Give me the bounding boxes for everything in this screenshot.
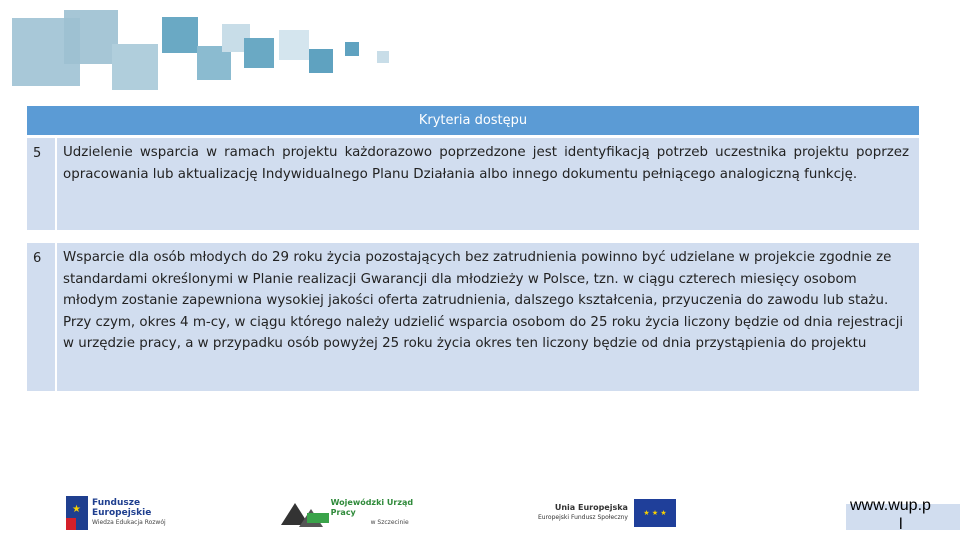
wup-emblem-icon: [281, 499, 325, 527]
eu-flag-icon: ★ ★ ★: [634, 499, 676, 527]
row-number: 5: [27, 138, 57, 230]
deco-square: [279, 30, 309, 60]
table-row: [27, 138, 919, 230]
deco-square: [64, 10, 118, 64]
deco-square: [345, 42, 359, 56]
table-row: [27, 243, 919, 391]
deco-square: [244, 38, 274, 68]
row-number: 6: [27, 243, 57, 391]
footer-url[interactable]: www.wup.p: [850, 497, 931, 514]
fe-logo-line1: Fundusze: [92, 498, 141, 508]
footer-url-overflow: l: [899, 516, 903, 533]
ue-logo-line1: Unia Europejska: [554, 503, 628, 512]
fe-emblem-icon: [66, 496, 88, 530]
fundusze-europejskie-logo: [66, 495, 176, 531]
deco-square: [112, 44, 158, 90]
fe-logo-line2: Europejskie: [92, 508, 152, 518]
deco-square: [377, 51, 389, 63]
fe-logo-line3: Wiedza Edukacja Rozwój: [92, 519, 166, 526]
wup-logo-line2: w Szczecinie: [370, 519, 409, 526]
row-text: Wsparcie dla osób młodych do 29 roku życia pozostających bez zatrudnienia powinno być udzielane w projekcie zgodnie ze standardami określonymi w Planie realizacji Gwarancji dla młodzieży w Polsce, tzn. w ciągu czterech miesięcy osobom młodym zostanie zapewniona wysokiej jakości oferta zatrudnienia, dalszego kształcenia, przyuczenia do zawodu lub stażu. Przy czym, okres 4 m-cy, w ciągu którego należy udzielić wsparcia osobom do 25 roku życia liczony będzie od dnia rejestracji w urzędzie pracy, a w przypadku osób powyżej 25 roku życia okres ten liczony będzie od dnia przystąpienia do projektu: [63, 250, 904, 351]
table-header: Kryteria dostępu: [27, 106, 919, 135]
wup-logo: [281, 495, 431, 531]
unia-europejska-logo: [538, 495, 678, 531]
deco-square: [162, 17, 198, 53]
row-text: Udzielenie wsparcia w ramach projektu każdorazowo poprzedzone jest identyfikacją potrzeb uczestnika projektu poprzez opracowania lub aktualizację Indywidualnego Planu Działania albo innego dokumentu pełniącego analogiczną funkcję.: [63, 145, 909, 182]
wup-logo-line1: Wojewódzki Urząd Pracy: [330, 498, 414, 517]
deco-square: [309, 49, 333, 73]
ue-logo-line2: Europejski Fundusz Społeczny: [538, 514, 628, 521]
